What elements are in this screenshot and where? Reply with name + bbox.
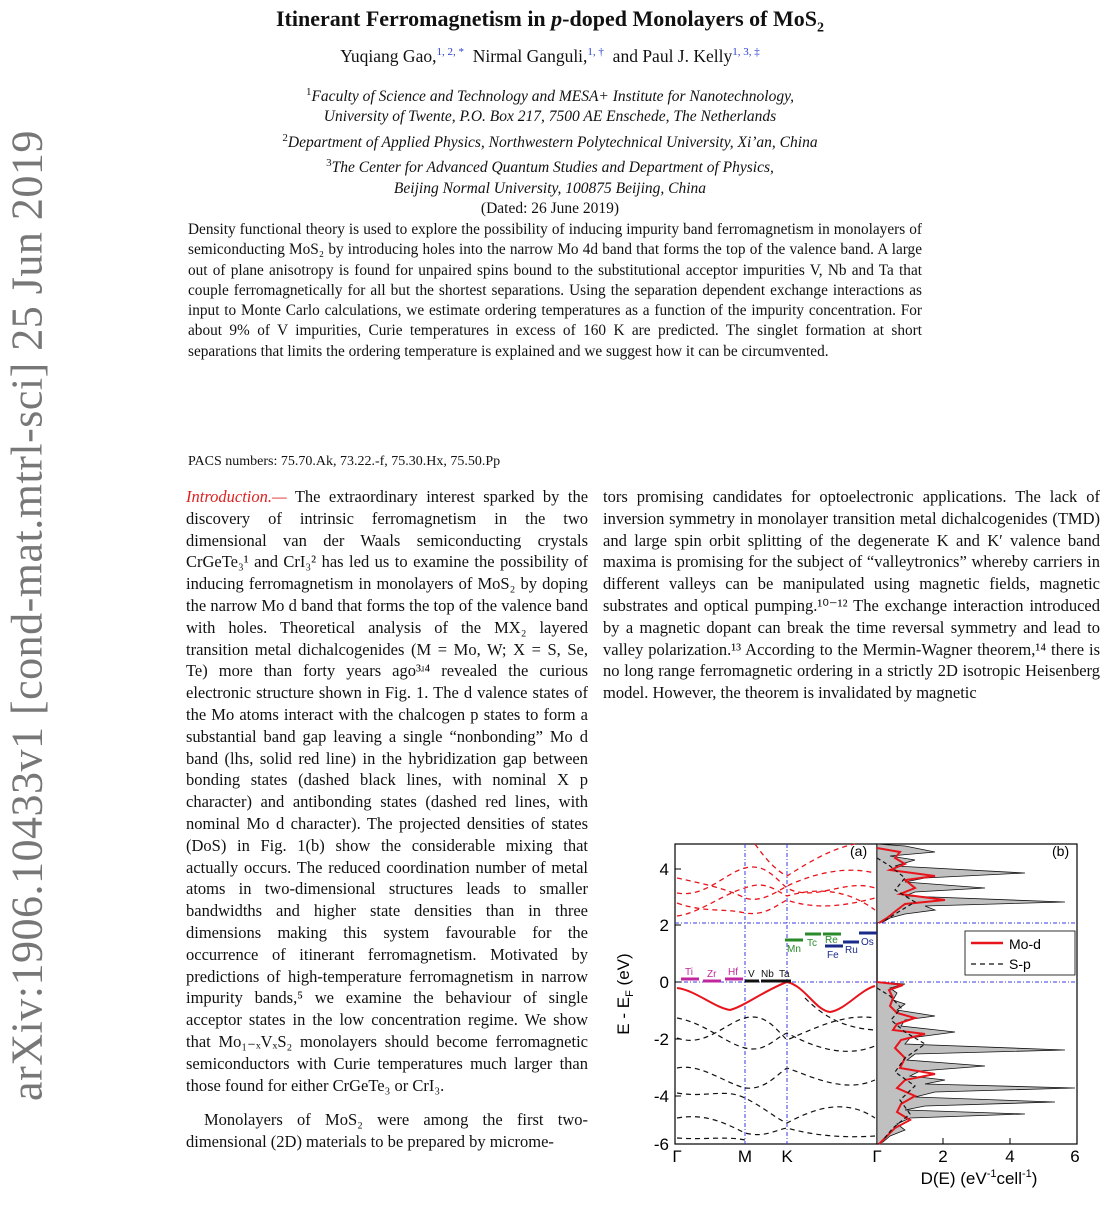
y-tick: 4: [659, 860, 669, 879]
label-v: V: [748, 969, 755, 980]
label-zr: Zr: [707, 969, 717, 980]
abstract: Density functional theory is used to explore the possibility of inducing impurity band ferromagnetism in monolayers of semiconducting MoS₂ by introducing holes into the narrow Mo 4d band that forms the top of the valence band. A large out of plane anisotropy is found for unpaired spins bound to the substitutional acceptor impurities V, Nb and Ta that couple ferromagnetically for all but the shortest separations. Using the separation dependent exchange interactions as input to Monte Carlo calculations, we estimate ordering temperatures as a function of the impurity concentration. For about 9% of V impurities, Curie temperatures in excess of 160 K are predicted. The singlet formation at short separations that limits the ordering temperature is explained and we suggest how it can be circumvented.: [188, 221, 922, 360]
label-mn: Mn: [787, 944, 801, 955]
x-tick-labels-a: [672, 1147, 881, 1166]
affiliation-line: University of Twente, P.O. Box 217, 7500 AE Enschede, The Netherlands: [323, 108, 777, 126]
figure-1: [605, 818, 1100, 1213]
label-re: Re: [825, 935, 838, 946]
y-tick-labels: [654, 860, 669, 1154]
panel-b-label: (b): [1052, 843, 1070, 859]
x-tick: 2: [938, 1147, 948, 1166]
x-axis-label: D(E) $(eV^{-1}cell^{-1})$: [920, 1168, 1038, 1188]
y-tick: -2: [653, 1030, 669, 1049]
x-ticks-b: [943, 1138, 1010, 1144]
author-gao-affil[interactable]: 1, 2, *: [436, 46, 464, 59]
label-ti: Ti: [685, 967, 693, 978]
arxiv-identifier: arXiv:1906.10433v1 [cond-mat.mtrl-sci] 25 Jun 2019: [2, 130, 52, 1101]
legend: [965, 931, 1075, 975]
left-column: [186, 486, 588, 1153]
x-tick: 6: [1070, 1147, 1080, 1166]
author-ganguli: Nirmal Ganguli,: [472, 46, 588, 66]
label-tc: Tc: [807, 938, 817, 949]
y-axis-label: E - $E_F$ (eV): [614, 953, 636, 1035]
author-gao: Yuqiang Gao,: [340, 46, 437, 66]
x-tick: Γ: [672, 1147, 682, 1166]
intro-heading: Introduction.—: [186, 487, 287, 506]
band-structure-figure: [605, 818, 1100, 1213]
affiliation-line: Beijing Normal University, 100875 Beijing, China: [393, 179, 707, 197]
bonding-bands: [677, 998, 875, 1140]
dos-fill-conduction: [877, 844, 1065, 923]
nonbonding-mo-d-band: [677, 982, 875, 1012]
legend-mo-d: Mo-d: [1009, 936, 1041, 952]
x-tick: Γ: [872, 1147, 882, 1166]
affiliation-line: $^2$Department of Applied Physics, Northwestern Polytechnical University, Xi’an, China: [282, 131, 818, 151]
label-ta: Ta: [779, 969, 790, 980]
author-ganguli-affil[interactable]: 1, †: [587, 46, 604, 59]
label-hf: Hf: [728, 967, 738, 978]
y-tick: -4: [653, 1087, 669, 1106]
dos-fill-valence: [877, 982, 1075, 1144]
authors: [0, 46, 1100, 67]
author-kelly: and Paul J. Kelly: [612, 46, 733, 66]
intro-text: The extraordinary interest sparked by the discovery of intrinsic ferromagnetism in the two dimensional van der Waals semiconducting crystals CrGeTe₃¹ and CrI₃² has led us to examine the possibility of inducing ferromagnetism in monolayers of MoS₂ by doping the narrow Mo d band that forms the top of the valence band with holes. Theoretical analysis of the MX₂ layered transition metal dichalcogenides (M = Mo, W; X = S, Se, Te) more than forty years ago³ʴ⁴ revealed the curious electronic structure shown in Fig. 1. The d valence states of the Mo atoms interact with the chalcogen p states to form a substantial band gap leaving a single “nonbonding” Mo d band (lhs, solid red line) in the hybridization gap between bonding states (dashed black lines, with nominal X p character) and antibonding states (dashed red lines, with nominal Mo d character). The projected densities of states (DoS) in Fig. 1(b) show the considerable mixing that actually occurs. The reduced coordination number of metal atoms in two-dimensional structures leads to smaller bandwidths and higher state densities than in three dimensions making this system favourable for the occurrence of itinerant ferromagnetism. Motivated by predictions of high-temperature ferromagnetism in narrow impurity bands,⁵ we examine the behaviour of single acceptor states in the low concentration regime. We show that Mo₁₋ₓVₓS₂ monolayers should become ferromagnetic semiconductors with Curie temperatures much larger than those found for either CrGeTe₃ or CrI₃.: [186, 487, 589, 1095]
x-tick-labels-b: [938, 1147, 1079, 1166]
paragraph-2: Monolayers of MoS₂ were among the first two-dimensional (2D) materials to be prepared by microme-: [186, 1110, 588, 1152]
affiliation-line: $^1$Faculty of Science and Technology and MESA+ Institute for Nanotechnology,: [305, 86, 795, 106]
x-tick: K: [781, 1147, 793, 1166]
x-tick: M: [737, 1147, 753, 1166]
paragraph-intro: [186, 486, 588, 1096]
label-os: Os: [861, 937, 874, 948]
label-ru: Ru: [845, 945, 858, 956]
pacs-numbers: PACS numbers: 75.70.Ak, 73.22.-f, 75.30.Hx, 75.50.Pp: [188, 454, 501, 469]
author-kelly-affil[interactable]: 1, 3, ‡: [732, 46, 760, 59]
paper-title: Itinerant Ferromagnetism in p-doped Monolayers of MoS$_2$: [276, 6, 824, 36]
legend-s-p: S-p: [1009, 956, 1031, 972]
panel-a-label: (a): [850, 843, 868, 859]
y-tick: 0: [659, 973, 669, 992]
label-nb: Nb: [761, 969, 774, 980]
affiliation-line: $^3$The Center for Advanced Quantum Studies and Department of Physics,: [326, 157, 774, 177]
label-fe: Fe: [827, 950, 839, 961]
x-tick: 4: [1005, 1147, 1015, 1166]
y-tick: 2: [659, 916, 669, 935]
antibonding-bands: [677, 844, 875, 916]
affiliations: [0, 82, 1100, 219]
right-column: tors promising candidates for optoelectronic applications. The lack of inversion symmetry in monolayer transition metal dichalcogenides (TMD) and large spin orbit splitting of the degenerate K and K′ valence band maxima is promising for the subject of “valleytronics” whereby carriers in different valleys can be manipulated using magnetic fields, magnetic substrates and optical pumping.¹⁰⁻¹² The exchange interaction introduced by a magnetic dopant can break the time reversal symmetry and lead to valley polarization.¹³ According to the Mermin-Wagner theorem,¹⁴ there is no long range ferromagnetic ordering in a strictly 2D isotropic Heisenberg model. However, the theorem is invalidated by magnetic: [603, 487, 1100, 703]
y-tick: -6: [653, 1135, 669, 1154]
dated: (Dated: 26 June 2019): [480, 199, 620, 217]
